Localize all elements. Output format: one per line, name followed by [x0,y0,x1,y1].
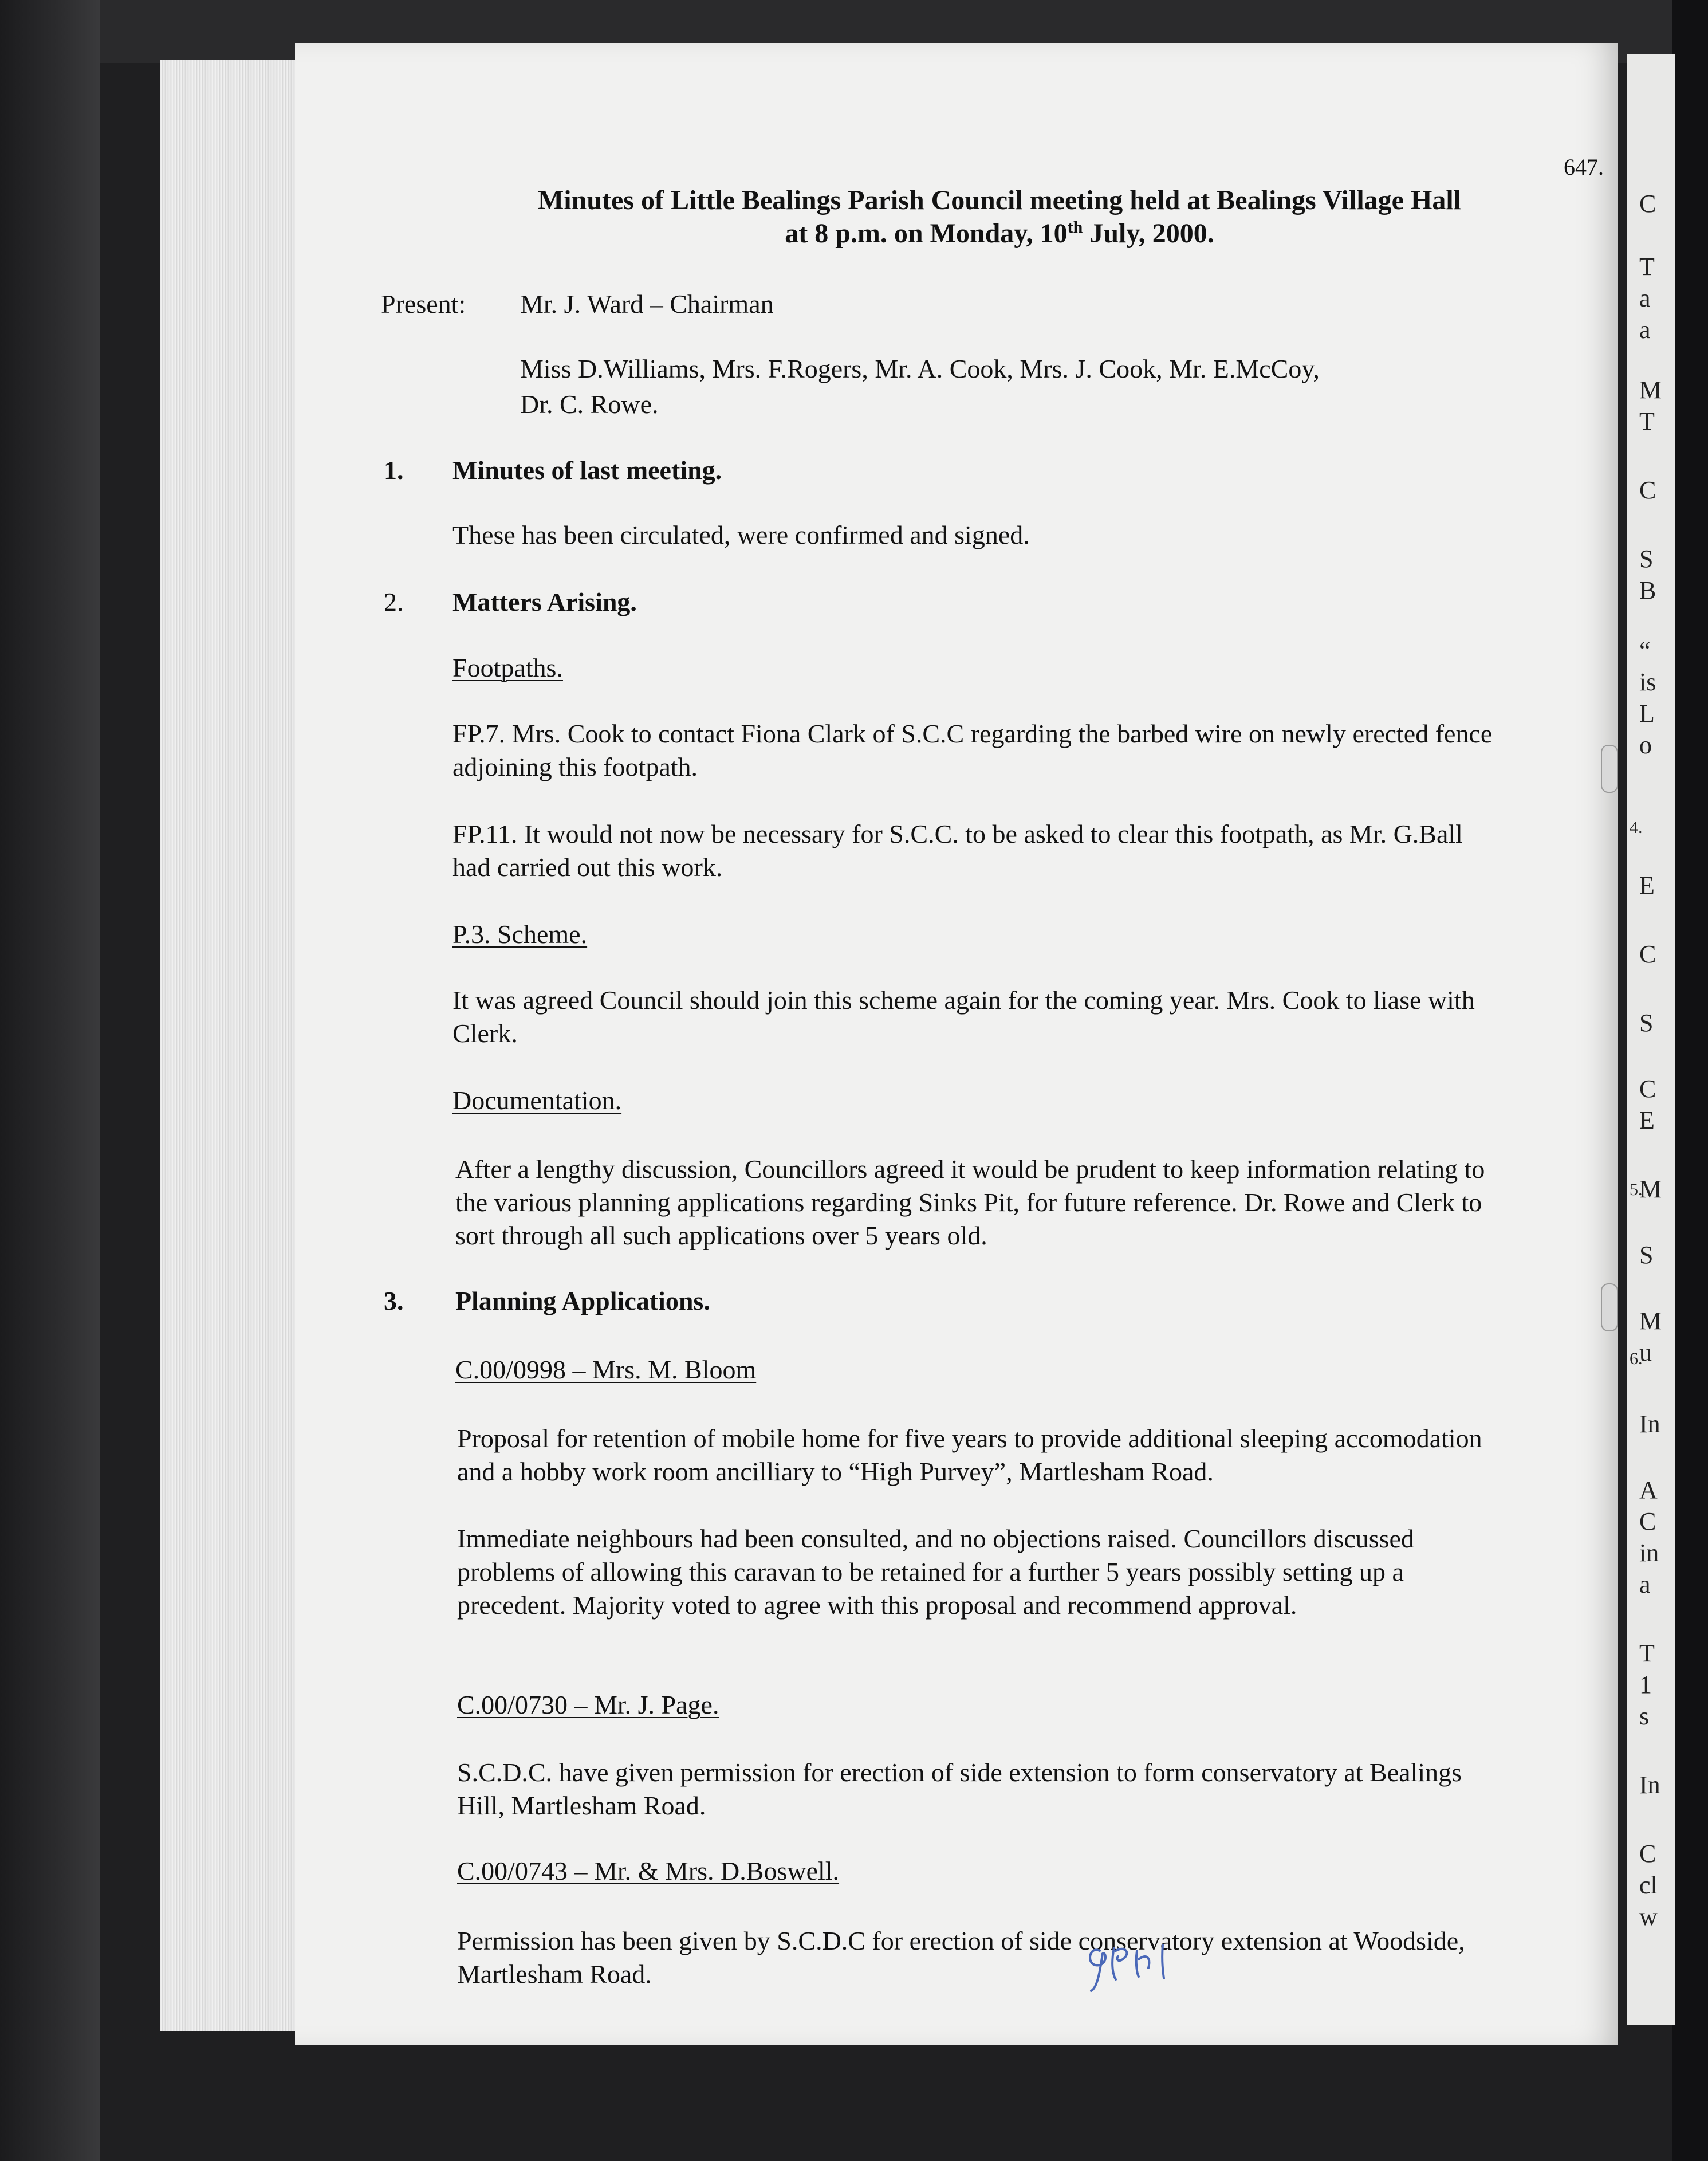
page-stack [160,60,298,2031]
application-1-line-2: and a hobby work room ancilliary to “High Purvey”, Martlesham Road. [457,1457,1214,1486]
p3-line-2: Clerk. [452,1019,518,1048]
documentation-line-3: sort through all such applications over 5 years old. [455,1221,987,1250]
next-page-letter: C [1639,1507,1656,1535]
application-3-line-2: Martlesham Road. [457,1959,652,1989]
next-page-letter: C [1639,1075,1656,1103]
item-number-1: 1. [384,455,404,485]
next-page-letter: C [1639,190,1656,218]
application-2-heading: C.00/0730 – Mr. J. Page. [457,1690,719,1719]
page-number: 647. [1564,154,1604,180]
subheading-footpaths: Footpaths. [452,653,563,682]
next-page-letter: B [1639,576,1656,604]
fp11-line-2: had carried out this work. [452,852,723,882]
next-page-letter: is [1639,668,1656,696]
fp7-line-1: FP.7. Mrs. Cook to contact Fiona Clark of S.C.C regarding the barbed wire on newly erected fence [452,719,1493,748]
documentation-line-1: After a lengthy discussion, Councillors agreed it would be prudent to keep information relating to [455,1154,1485,1184]
minutes-text: These has been circulated, were confirmed and signed. [452,520,1030,549]
next-page-letter: T [1639,1639,1655,1667]
subheading-documentation: Documentation. [452,1086,622,1115]
application-1-heading: C.00/0998 – Mrs. M. Bloom [455,1355,757,1384]
documentation-line-2: the various planning applications regarding Sinks Pit, for future reference. Dr. Rowe and Clerk to [455,1188,1482,1217]
next-page-letter: s [1639,1702,1650,1730]
application-1-line-5: precedent. Majority voted to agree with this proposal and recommend approval. [457,1590,1297,1620]
next-page-letter: T [1639,253,1655,281]
binder-spine [0,0,100,2161]
next-page-letter: “ [1639,636,1651,665]
title-line-1: Minutes of Little Bealings Parish Council meeting held at Bealings Village Hall [537,185,1461,215]
present-chairman: Mr. J. Ward – Chairman [520,289,774,319]
fp11-line-1: FP.11. It would not now be necessary for S.C.C. to be asked to clear this footpath, as Mr. G.Ball [452,819,1463,848]
p3-line-1: It was agreed Council should join this scheme again for the coming year. Mrs. Cook to liase with [452,985,1475,1015]
next-page-item-number: 5. [1630,1180,1643,1199]
next-page-letter: C [1639,940,1656,968]
next-page-letter: M [1639,376,1662,404]
next-page-letter: in [1639,1539,1659,1567]
next-page-letter: T [1639,407,1655,435]
next-page-item-number: 6. [1630,1349,1643,1368]
title-line-2: at 8 p.m. on Monday, 10th July, 2000. [785,218,1214,249]
next-page-letter: o [1639,731,1652,759]
next-page-letter: In [1639,1771,1660,1799]
next-page-letter: a [1639,316,1651,344]
next-page-letter: a [1639,284,1651,312]
application-1-line-4: problems of allowing this caravan to be retained for a further 5 years possibly setting up a [457,1557,1404,1586]
item-heading-minutes: Minutes of last meeting. [452,455,722,485]
next-page-letter: C [1639,476,1656,504]
next-page-letter: E [1639,1106,1655,1134]
item-heading-matters-arising: Matters Arising. [452,587,637,616]
binder-ring-hole [1601,745,1618,793]
next-page-letter: a [1639,1570,1651,1598]
next-page-edge [1627,54,1675,2025]
present-members-line-2: Dr. C. Rowe. [520,390,659,419]
binder-ring-hole [1601,1283,1618,1331]
application-3-line-1: Permission has been given by S.C.D.C for erection of side conservatory extension at Woodside, [457,1926,1465,1955]
fp7-line-2: adjoining this footpath. [452,752,698,781]
next-page-item-number: 4. [1630,818,1643,837]
binder-right-cover [1672,0,1708,2161]
handwritten-initials [1083,1928,1220,1997]
application-1-line-3: Immediate neighbours had been consulted, and no objections raised. Councillors discussed [457,1524,1414,1553]
next-page-letter: C [1639,1840,1656,1868]
next-page-letter: w [1639,1903,1658,1931]
item-number-3: 3. [384,1286,404,1315]
next-page-letter: S [1639,1009,1654,1037]
subheading-p3-scheme: P.3. Scheme. [452,920,588,949]
item-number-2: 2. [384,587,404,616]
next-page-letter: In [1639,1410,1660,1438]
present-members-line-1: Miss D.Williams, Mrs. F.Rogers, Mr. A. Cook, Mrs. J. Cook, Mr. E.McCoy, [520,354,1320,383]
next-page-letter: u [1639,1338,1652,1366]
next-page-letter: E [1639,871,1655,899]
next-page-letter: cl [1639,1871,1658,1899]
item-heading-planning: Planning Applications. [455,1286,710,1315]
next-page-letter: S [1639,545,1654,573]
next-page-letter: M [1639,1307,1662,1335]
next-page-letter: M [1639,1175,1662,1203]
application-2-line-2: Hill, Martlesham Road. [457,1791,706,1820]
present-label: Present: [381,289,466,319]
next-page-letter: S [1639,1241,1654,1269]
next-page-letter: 1 [1639,1671,1652,1699]
next-page-letter: L [1639,700,1655,728]
next-page-letter: A [1639,1476,1658,1504]
application-2-line-1: S.C.D.C. have given permission for erection of side extension to form conservatory at Bealings [457,1758,1462,1787]
application-1-line-1: Proposal for retention of mobile home for five years to provide additional sleeping accomodation [457,1424,1482,1453]
application-3-heading: C.00/0743 – Mr. & Mrs. D.Boswell. [457,1856,840,1885]
